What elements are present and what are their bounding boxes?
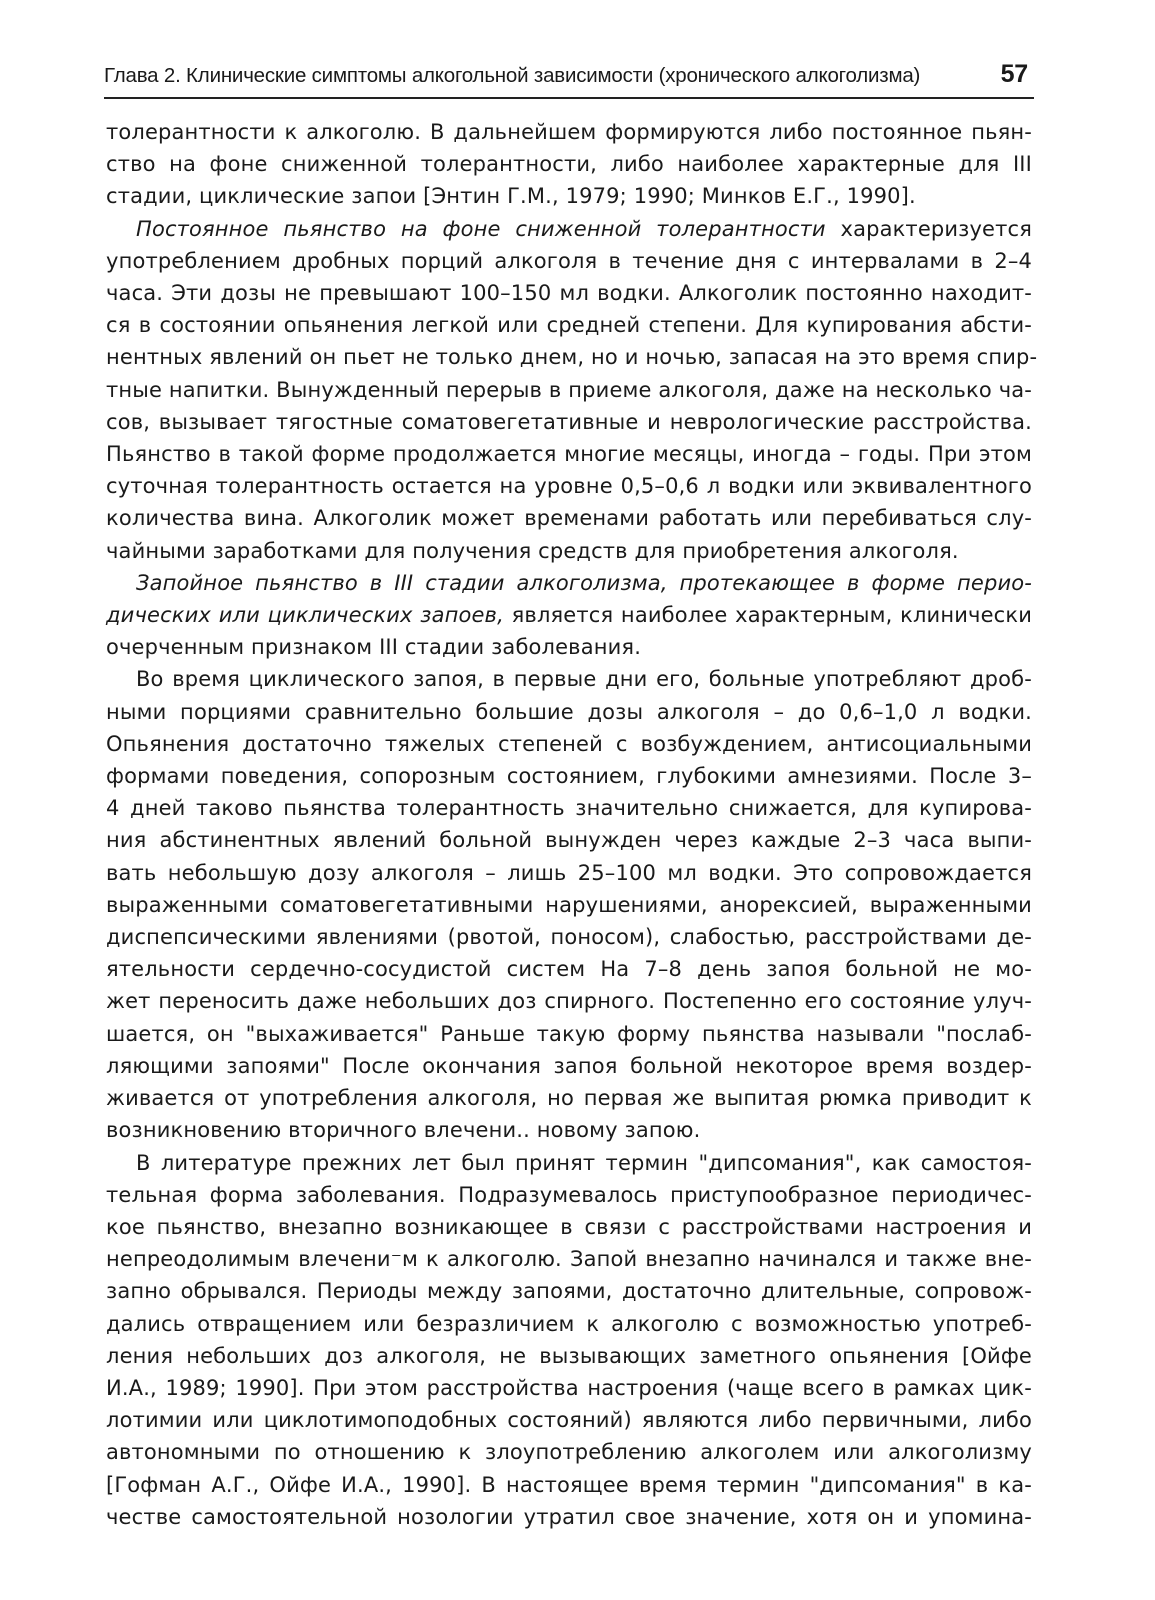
text-line: [106, 245, 1032, 277]
line-text: кое пьянство, внезапно возникающее в связи с расстройствами настроения и: [106, 1214, 1032, 1239]
text-line: [106, 148, 1032, 180]
text-line: [106, 309, 1032, 341]
text-line: [106, 728, 1032, 760]
text-line: [106, 1308, 1032, 1340]
text-line: [106, 277, 1032, 309]
text-line: [106, 985, 1032, 1017]
text-line: [106, 1147, 1032, 1179]
line-text: выраженными соматовегетативными нарушениями, анорексией, выраженными: [106, 892, 1032, 917]
line-text: употреблением дробных порций алкоголя в течение дня с интервалами в 2–4: [106, 248, 1032, 273]
text-line: [106, 438, 1032, 470]
line-text: непреодолимым влечени⁻м к алкоголю. Запой внезапно начинался и также вне-: [106, 1247, 1032, 1272]
line-text: количества вина. Алкоголик может временами работать или перебиваться слу-: [106, 506, 1032, 531]
text-line: [106, 1018, 1032, 1050]
text-line: [106, 696, 1032, 728]
line-text: вать небольшую дозу алкоголя – лишь 25–100 мл водки. Это сопровождается: [106, 860, 1032, 885]
line-text: запно обрывался. Периоды между запоями, достаточно длительные, сопровож-: [106, 1279, 1032, 1304]
line-text: автономными по отношению к злоупотреблению алкоголем или алкоголизму: [106, 1440, 1032, 1465]
text-line: [106, 1501, 1032, 1533]
line-text: тельная форма заболевания. Подразумевалось приступообразное периодичес-: [106, 1182, 1032, 1207]
line-text: живается от употребления алкоголя, но первая же выпитая рюмка приводит к: [106, 1086, 1032, 1111]
text-line: [106, 1275, 1032, 1307]
line-text: честве самостоятельной нозологии утратил свое значение, хотя он и упомина-: [106, 1504, 1032, 1529]
line-text: формами поведения, сопорозным состоянием, глубокими амнезиями. После 3–: [106, 764, 1032, 789]
text-line: [106, 180, 1032, 212]
line-text: И.А., 1989; 1990]. При этом расстройства настроения (чаще всего в рамках цик-: [106, 1375, 1032, 1400]
line-text: сов, вызывает тягостные соматовегетативные и неврологические расстройства.: [106, 409, 1032, 434]
text-line: [106, 1469, 1032, 1501]
line-text: ство на фоне сниженной толерантности, либо наиболее характерные для III: [106, 152, 1032, 177]
page-number: 57: [1000, 60, 1028, 88]
line-text: ляющими запоями" После окончания запоя больной некоторое время воздер-: [106, 1053, 1032, 1078]
text-line: [106, 1243, 1032, 1275]
italic-term: Постоянное пьянство на фоне сниженной толерантности: [136, 216, 826, 241]
line-text: В литературе прежних лет был принят термин "дипсомания", как самостоя-: [136, 1150, 1032, 1175]
line-text: нентных явлений он пьет не только днем, но и ночью, запасая на это время спир-: [106, 345, 1038, 370]
text-line: [106, 502, 1032, 534]
line-text: жет переносить даже небольших доз спирного. Постепенно его состояние улуч-: [106, 989, 1032, 1014]
running-header: [104, 58, 1034, 92]
line-text: ления небольших доз алкоголя, не вызывающих заметного опьянения [Ойфе: [106, 1343, 1032, 1368]
line-text: 4 дней таково пьянства толерантность значительно снижается, для купирова-: [106, 796, 1032, 821]
line-text: диспепсическими явлениями (рвотой, поносом), слабостью, расстройствами де-: [106, 925, 1032, 950]
italic-term: Запойное пьянство в III стадии алкоголизма, протекающее в форме перио-: [136, 570, 1032, 595]
text-line: [106, 824, 1032, 856]
line-text: Пьянство в такой форме продолжается многие месяцы, иногда – годы. При этом: [106, 442, 1032, 467]
line-text: шается, он "выхаживается" Раньше такую форму пьянства называли "послаб-: [106, 1021, 1032, 1046]
line-text: суточная толерантность остается на уровне 0,5–0,6 л водки или эквивалентного: [106, 474, 1032, 499]
text-line: [106, 535, 1032, 567]
line-text: чайными заработками для получения средств для приобретения алкоголя.: [106, 538, 959, 563]
text-line: [106, 1340, 1032, 1372]
text-line: [106, 116, 1032, 148]
italic-term: дических или циклических запоев,: [106, 603, 504, 628]
line-text: характеризуется: [825, 216, 1032, 241]
text-line: [106, 760, 1032, 792]
text-line: [106, 953, 1032, 985]
text-line: [106, 213, 1032, 245]
line-text: ся в состоянии опьянения легкой или средней степени. Для купирования абсти-: [106, 313, 1032, 338]
line-text: является наиболее характерным, клинически: [503, 603, 1032, 628]
line-text: дались отвращением или безразличием к алкоголю с возможностью употреб-: [106, 1311, 1032, 1336]
text-line: [106, 663, 1032, 695]
line-text: часа. Эти дозы не превышают 100–150 мл водки. Алкоголик постоянно находит-: [106, 281, 1032, 306]
text-line: [106, 374, 1032, 406]
text-line: [106, 792, 1032, 824]
text-line: [106, 1211, 1032, 1243]
text-line: [106, 406, 1032, 438]
line-text: ния абстинентных явлений больной вынужден через каждые 2–3 часа выпи-: [106, 828, 1032, 853]
text-line: [106, 921, 1032, 953]
line-text: ными порциями сравнительно большие дозы алкоголя – до 0,6–1,0 л водки.: [106, 699, 1032, 724]
text-line: [106, 1179, 1032, 1211]
text-line: [106, 1436, 1032, 1468]
text-line: [106, 857, 1032, 889]
text-line: [106, 631, 1032, 663]
text-line: [106, 470, 1032, 502]
text-line: [106, 1404, 1032, 1436]
text-line: [106, 1050, 1032, 1082]
chapter-title: Глава 2. Клинические симптомы алкогольной зависимости (хронического алкоголизма): [104, 64, 921, 87]
text-line: [106, 889, 1032, 921]
line-text: лотимии или циклотимоподобных состояний) являются либо первичными, либо: [106, 1408, 1032, 1433]
text-line: [106, 1372, 1032, 1404]
line-text: возникновению вторичного влечени.. новому запою.: [106, 1118, 701, 1143]
line-text: тные напитки. Вынужденный перерыв в приеме алкоголя, даже на несколько ча-: [106, 377, 1032, 402]
body-text: [106, 116, 1038, 1533]
line-text: Во время циклического запоя, в первые дни его, больные употребляют дроб-: [136, 667, 1032, 692]
line-text: очерченным признаком III стадии заболевания.: [106, 635, 642, 660]
text-line: [106, 1082, 1032, 1114]
header-rule: [104, 97, 1034, 99]
text-line: [106, 567, 1032, 599]
text-line: [106, 599, 1032, 631]
line-text: толерантности к алкоголю. В дальнейшем формируются либо постоянное пьян-: [106, 120, 1032, 144]
text-line: [106, 1114, 1032, 1146]
line-text: Опьянения достаточно тяжелых степеней с возбуждением, антисоциальными: [106, 731, 1032, 756]
line-text: стадии, циклические запои [Энтин Г.М., 1979; 1990; Минков Е.Г., 1990].: [106, 184, 916, 209]
line-text: [Гофман А.Г., Ойфе И.А., 1990]. В настоящее время термин "дипсомания" в ка-: [106, 1472, 1032, 1497]
line-text: ятельности сердечно-сосудистой систем На 7–8 день запоя больной не мо-: [106, 957, 1032, 982]
text-line: [106, 341, 1038, 373]
